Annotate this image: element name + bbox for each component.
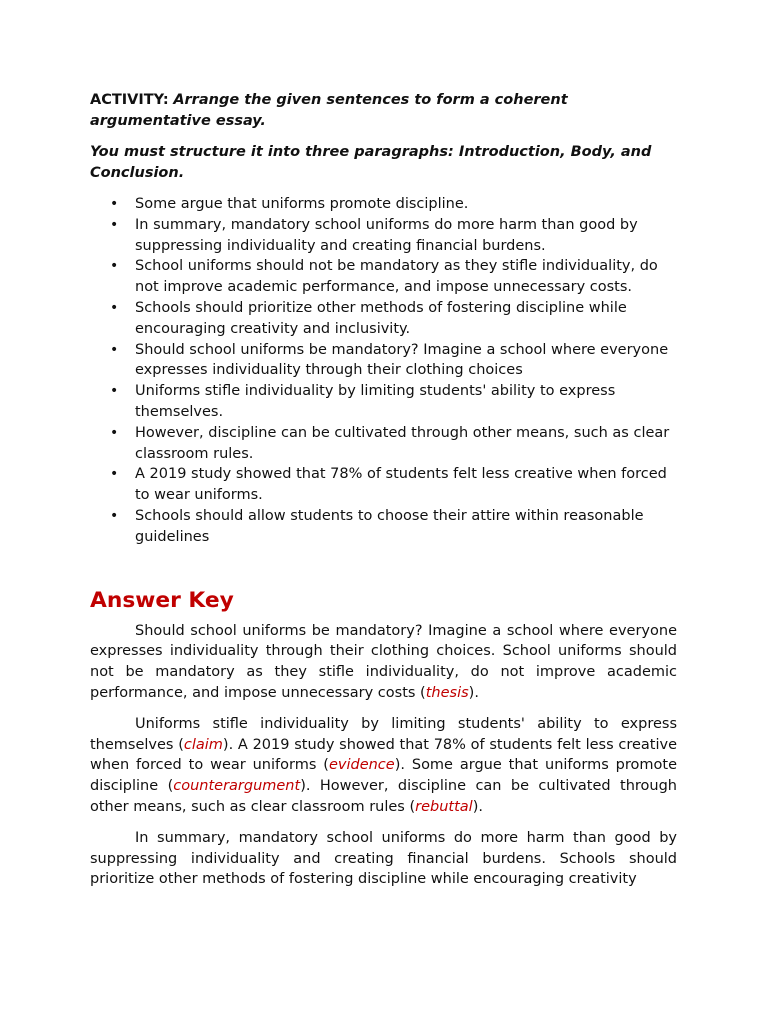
- rebuttal-tag: rebuttal: [415, 798, 473, 815]
- list-item: [90, 215, 677, 257]
- document-content: [90, 90, 677, 890]
- intro-close: ).: [468, 684, 479, 701]
- bullet-icon: •: [110, 507, 119, 524]
- body-text-3: ). Some argue that uniforms promote discipline (: [90, 757, 677, 795]
- body-text-5: ).: [472, 798, 483, 815]
- activity-instruction-text: Arrange the given sentences to form a coherent argumentative essay.: [90, 92, 568, 129]
- intro-text: Should school uniforms be mandatory? Imagine a school where everyone expresses individuality through their clothing choices. School uniforms should not be mandatory as they stifle individuality, do not improve academic performance, and impose unnecessary costs (: [90, 622, 677, 701]
- bullet-icon: •: [110, 258, 119, 275]
- list-item-text: Schools should allow students to choose their attire within reasonable guidelines: [135, 507, 644, 545]
- list-item: [90, 506, 677, 548]
- structure-instruction: You must structure it into three paragraphs: Introduction, Body, and Conclusion.: [90, 144, 652, 181]
- list-item-text: Uniforms stifle individuality by limiting students' ability to express themselves.: [135, 383, 616, 420]
- conclusion-paragraph: In summary, mandatory school uniforms do more harm than good by suppressing individuality and creating financial burdens. Schools should prioritize other methods of fostering discipline while encouraging creativity: [90, 829, 677, 888]
- list-item: [90, 256, 677, 298]
- list-item-text: Schools should prioritize other methods of fostering discipline while encouraging creativity and inclusivity.: [135, 299, 627, 337]
- activity-label: ACTIVITY:: [90, 92, 169, 108]
- list-item-text: Some argue that uniforms promote discipline.: [135, 196, 469, 212]
- list-item: [90, 298, 677, 340]
- list-item-text: School uniforms should not be mandatory as they stifle individuality, do not improve academic performance, and impose unnecessary costs.: [135, 258, 658, 296]
- answer-key-heading: Answer Key: [90, 587, 234, 613]
- bullet-icon: •: [110, 424, 119, 441]
- list-item: [90, 464, 677, 506]
- list-item-text: A 2019 study showed that 78% of students felt less creative when forced to wear uniforms.: [135, 466, 667, 504]
- sentence-list: [90, 194, 677, 548]
- claim-tag: claim: [183, 736, 223, 753]
- bullet-icon: •: [110, 196, 119, 212]
- list-item: [90, 423, 677, 465]
- evidence-tag: evidence: [328, 757, 395, 774]
- list-item-text: However, discipline can be cultivated through other means, such as clear classroom rules.: [135, 424, 670, 462]
- list-item-text: Should school uniforms be mandatory? Imagine a school where everyone expresses individuality through their clothing choices: [135, 341, 669, 379]
- body-text-4: ). However, discipline can be cultivated through other means, such as clear classroom rules (: [90, 778, 677, 815]
- activity-instruction: [90, 90, 677, 132]
- introduction-paragraph: [90, 621, 677, 704]
- body-text-1: Uniforms stifle individuality by limiting students' ability to express themselves (: [90, 715, 677, 753]
- list-item-text: In summary, mandatory school uniforms do more harm than good by suppressing individuality and creating financial burdens.: [135, 216, 638, 254]
- bullet-icon: •: [110, 216, 119, 233]
- thesis-tag: thesis: [425, 684, 469, 701]
- list-item: [90, 340, 677, 382]
- body-text-2: ). A 2019 study showed that 78% of students felt less creative when forced to wear uniforms (: [90, 736, 677, 774]
- bullet-icon: •: [110, 383, 119, 400]
- counterargument-tag: counterargument: [173, 778, 301, 795]
- body-paragraph: [90, 714, 677, 818]
- bullet-icon: •: [110, 299, 119, 316]
- bullet-icon: •: [110, 466, 119, 483]
- bullet-icon: •: [110, 341, 119, 358]
- list-item: [90, 381, 677, 423]
- list-item: [90, 194, 677, 215]
